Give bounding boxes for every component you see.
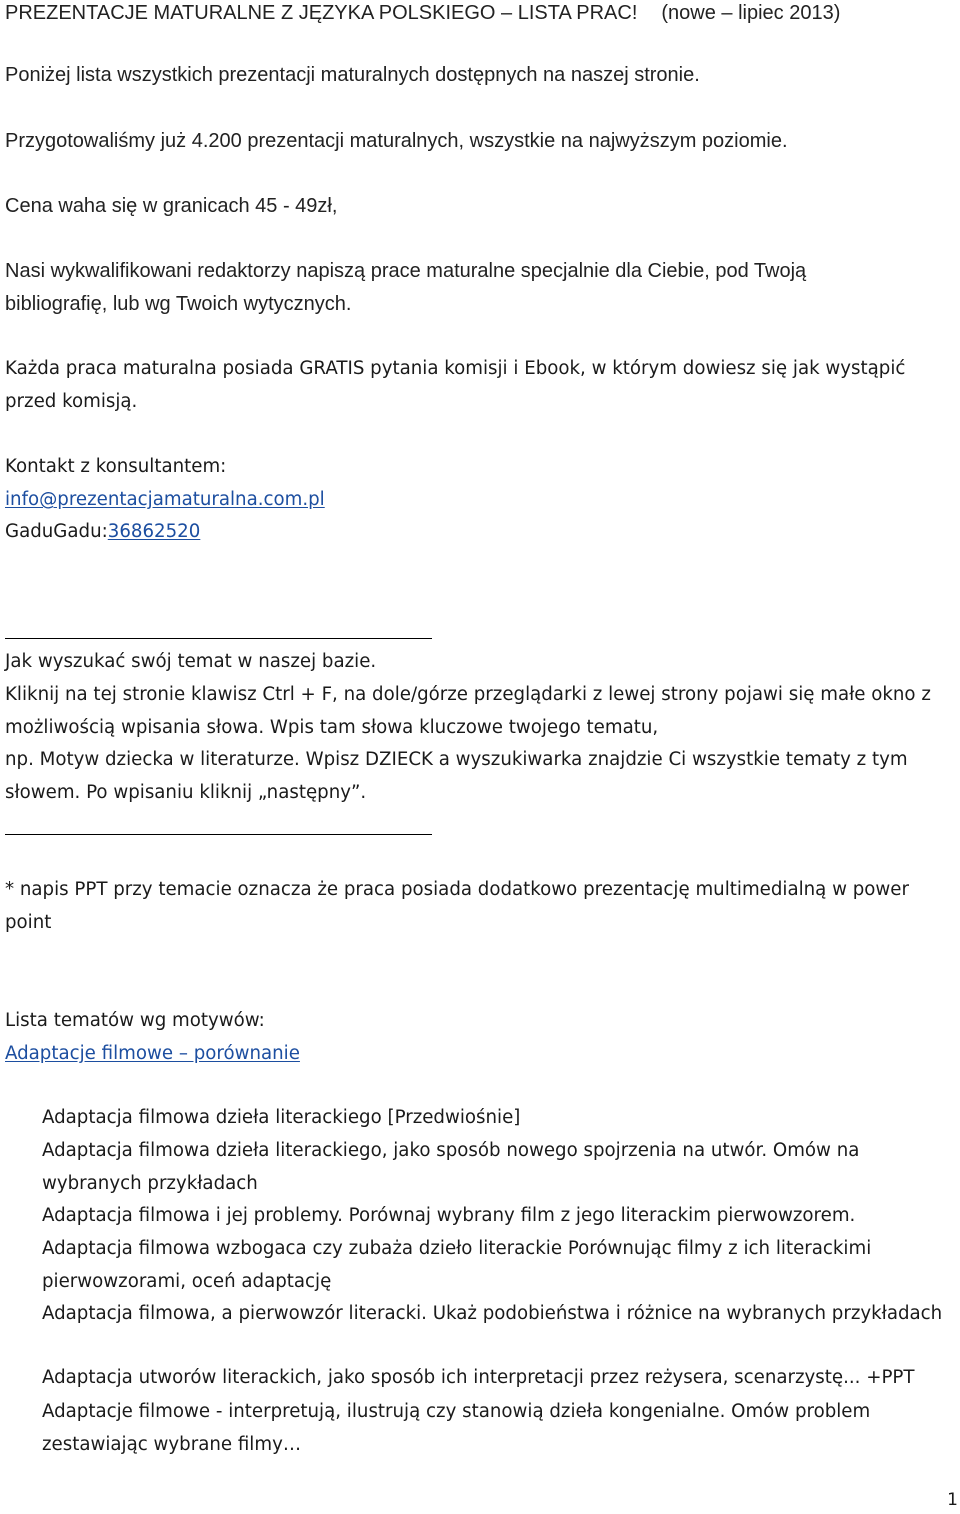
gg-label: GaduGadu: [5,521,108,542]
topic-item[interactable]: Adaptacja utworów literackich, jako sposób ich interpretacji przez reżysera, scenarzystę... +PPT [42,1367,915,1388]
topic-item[interactable]: Adaptacja filmowa, a pierwowzór literacki. Ukaż podobieństwa i różnice na wybranych przykładach [42,1303,943,1324]
contact-email-line [5,484,940,517]
gratis-info: Każda praca maturalna posiada GRATIS pytania komisji i Ebook, w którym dowiesz się jak wystąpić przed komisją. [5,358,906,412]
contact-label: Kontakt z konsultantem: [5,456,227,477]
title-text: PREZENTACJE MATURALNE Z JĘZYKA POLSKIEGO – LISTA PRAC! [5,2,638,24]
separator-top [5,638,432,639]
editors-info: Nasi wykwalifikowani redaktorzy napiszą prace maturalne specjalnie dla Ciebie, pod Twoją bibliografię, lub wg Twoich wytycznych. [5,260,807,315]
search-help-example: np. Motyw dziecka w literaturze. Wpisz DZIECK a wyszukiwarka znajdzie Ci wszystkie tematy z tym słowem. Po wpisaniu kliknij „następny”. [5,749,908,803]
topic-item[interactable]: Adaptacje filmowe - interpretują, ilustrują czy stanowią dzieła kongenialne. Omów problem zestawiając wybrane filmy… [42,1401,871,1455]
search-help-instructions: Kliknij na tej stronie klawisz Ctrl + F, na dole/górze przeglądarki z lewej strony pojawi się małe okno z możliwością wpisania słowa. Wpis tam słowa kluczowe twojego tematu, [5,684,931,738]
intro-line-2: Przygotowaliśmy już 4.200 prezentacji maturalnych, wszystkie na najwyższym poziomie. [5,130,788,152]
contact-gg-line [5,516,940,549]
ppt-note: * napis PPT przy temacie oznacza że praca posiada dodatkowo prezentację multimedialną w power point [5,879,909,933]
topic-item[interactable]: Adaptacja filmowa dzieła literackiego [Przedwiośnie] [42,1107,521,1128]
email-link[interactable]: info@prezentacjamaturalna.com.pl [5,489,325,510]
category-link-adaptacje[interactable]: Adaptacje filmowe – porównanie [5,1043,300,1064]
price-info: Cena waha się w granicach 45 - 49zł, [5,195,338,217]
topic-item[interactable]: Adaptacja filmowa wzbogaca czy zubaża dzieło literackie Porównując filmy z ich literackimi pierwowzorami, oceń adaptację [42,1238,872,1292]
gg-number-link[interactable]: 36862520 [107,521,201,542]
title-date: (nowe – lipiec 2013) [661,2,841,24]
search-help-title: Jak wyszukać swój temat w naszej bazie. [5,651,377,672]
category-line [5,1038,940,1071]
page-number: 1 [947,1490,958,1510]
list-label: Lista tematów wg motywów: [5,1010,265,1031]
topic-item[interactable]: Adaptacja filmowa i jej problemy. Porównaj wybrany film z jego literackim pierwowzorem. [42,1205,856,1226]
separator-bottom [5,834,432,835]
intro-line-1: Poniżej lista wszystkich prezentacji maturalnych dostępnych na naszej stronie. [5,64,700,86]
page-title [5,0,955,30]
topic-item[interactable]: Adaptacja filmowa dzieła literackiego, jako sposób nowego spojrzenia na utwór. Omów na wybranych przykładach [42,1140,860,1194]
